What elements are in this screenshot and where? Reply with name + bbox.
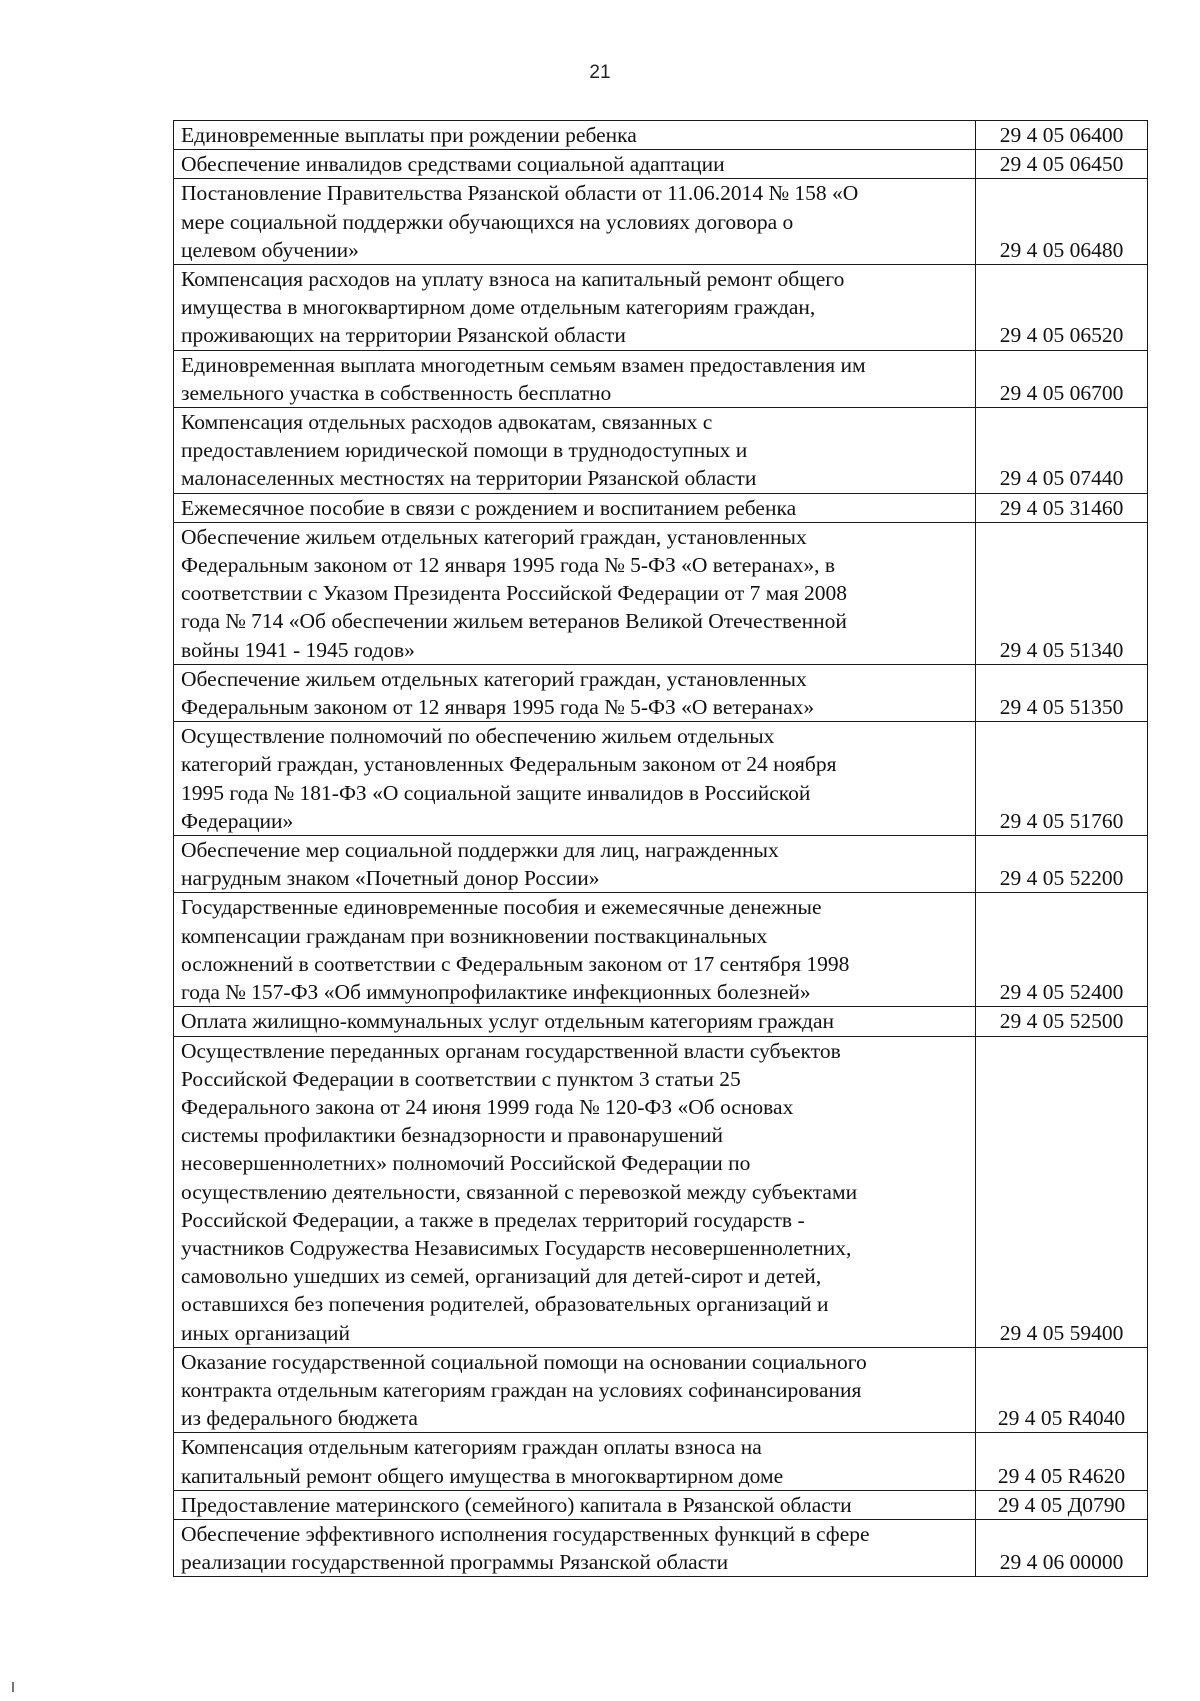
row-code-cell: 29 4 05 51340 [976,522,1148,664]
row-code-cell: 29 4 05 51350 [976,664,1148,721]
row-code-cell: 29 4 05 52200 [976,836,1148,893]
page-number: 21 [589,62,611,83]
row-code-cell: 29 4 06 00000 [976,1519,1148,1576]
table-row [174,893,1148,1007]
row-name-cell: Обеспечение жильем отдельных категорий граждан, установленных Федеральным законом от 12 января 1995 года № 5-ФЗ «О ветеранах» [174,664,976,721]
table-row [174,664,1148,721]
row-code-cell: 29 4 05 06400 [976,121,1148,150]
table-row [174,1490,1148,1519]
row-name-cell: Осуществление переданных органам государственной власти субъектов Российской Федерации в соответствии с пунктом 3 статьи 25 Федерального закона от 24 июня 1999 года № 120-ФЗ «Об основах системы профилактики безнадзорности и правонарушений несовершеннолетних» полномочий Российской Федерации по осуществлению деятельности, связанной с перевозкой между субъектами Российской Федерации, а также в пределах территорий государств - участников Содружества Независимых Государств несовершеннолетних, самовольно ушедших из семей, организаций для детей-сирот и детей, оставшихся без попечения родителей, образовательных организаций и иных организаций [174,1036,976,1347]
row-code-cell: 29 4 05 06480 [976,179,1148,265]
row-code-cell: 29 4 05 59400 [976,1036,1148,1347]
row-name-cell: Государственные единовременные пособия и ежемесячные денежные компенсации гражданам при возникновении поствакцинальных осложнений в соответствии с Федеральным законом от 17 сентября 1998 года № 157-ФЗ «Об иммунопрофилактике инфекционных болезней» [174,893,976,1007]
row-code-cell: 29 4 05 51760 [976,722,1148,836]
row-name-cell: Обеспечение инвалидов средствами социальной адаптации [174,150,976,179]
table-row [174,836,1148,893]
table-row [174,1433,1148,1490]
row-code-cell: 29 4 05 R4620 [976,1433,1148,1490]
row-name-cell: Постановление Правительства Рязанской области от 11.06.2014 № 158 «О мере социальной поддержки обучающихся на условиях договора о целевом обучении» [174,179,976,265]
table-row [174,522,1148,664]
row-name-cell: Обеспечение эффективного исполнения государственных функций в сфере реализации государственной программы Рязанской области [174,1519,976,1576]
table-row [174,408,1148,494]
table-row [174,179,1148,265]
table-row [174,1036,1148,1347]
table-row [174,1007,1148,1036]
row-name-cell: Обеспечение жильем отдельных категорий граждан, установленных Федеральным законом от 12 января 1995 года № 5-ФЗ «О ветеранах», в соответствии с Указом Президента Российской Федерации от 7 мая 2008 года № 714 «Об обеспечении жильем ветеранов Великой Отечественной войны 1941 - 1945 годов» [174,522,976,664]
table-row [174,1519,1148,1576]
row-code-cell: 29 4 05 06700 [976,350,1148,407]
row-name-cell: Предоставление материнского (семейного) капитала в Рязанской области [174,1490,976,1519]
row-name-cell: Единовременная выплата многодетным семьям взамен предоставления им земельного участка в собственность бесплатно [174,350,976,407]
row-code-cell: 29 4 05 31460 [976,493,1148,522]
row-name-cell: Ежемесячное пособие в связи с рождением и воспитанием ребенка [174,493,976,522]
row-name-cell: Оказание государственной социальной помощи на основании социального контракта отдельным категориям граждан на условиях софинансирования из федерального бюджета [174,1347,976,1433]
row-name-cell: Компенсация отдельных расходов адвокатам, связанных с предоставлением юридической помощи в труднодоступных и малонаселенных местностях на территории Рязанской области [174,408,976,494]
row-name-cell: Единовременные выплаты при рождении ребенка [174,121,976,150]
row-code-cell: 29 4 05 R4040 [976,1347,1148,1433]
row-code-cell: 29 4 05 07440 [976,408,1148,494]
budget-classification-table [173,120,1148,1577]
table-row [174,121,1148,150]
row-code-cell: 29 4 05 Д0790 [976,1490,1148,1519]
row-code-cell: 29 4 05 52400 [976,893,1148,1007]
table-row [174,1347,1148,1433]
table-row [174,150,1148,179]
row-code-cell: 29 4 05 06520 [976,265,1148,351]
table-row [174,722,1148,836]
table-row [174,265,1148,351]
table-row [174,493,1148,522]
row-code-cell: 29 4 05 06450 [976,150,1148,179]
scan-edge-mark [12,1682,14,1692]
row-name-cell: Осуществление полномочий по обеспечению жильем отдельных категорий граждан, установленных Федеральным законом от 24 ноября 1995 года № 181-ФЗ «О социальной защите инвалидов в Российской Федерации» [174,722,976,836]
row-name-cell: Оплата жилищно-коммунальных услуг отдельным категориям граждан [174,1007,976,1036]
row-code-cell: 29 4 05 52500 [976,1007,1148,1036]
row-name-cell: Компенсация отдельным категориям граждан оплаты взноса на капитальный ремонт общего имущества в многоквартирном доме [174,1433,976,1490]
table-row [174,350,1148,407]
row-name-cell: Обеспечение мер социальной поддержки для лиц, награжденных нагрудным знаком «Почетный донор России» [174,836,976,893]
row-name-cell: Компенсация расходов на уплату взноса на капитальный ремонт общего имущества в многоквартирном доме отдельным категориям граждан, проживающих на территории Рязанской области [174,265,976,351]
